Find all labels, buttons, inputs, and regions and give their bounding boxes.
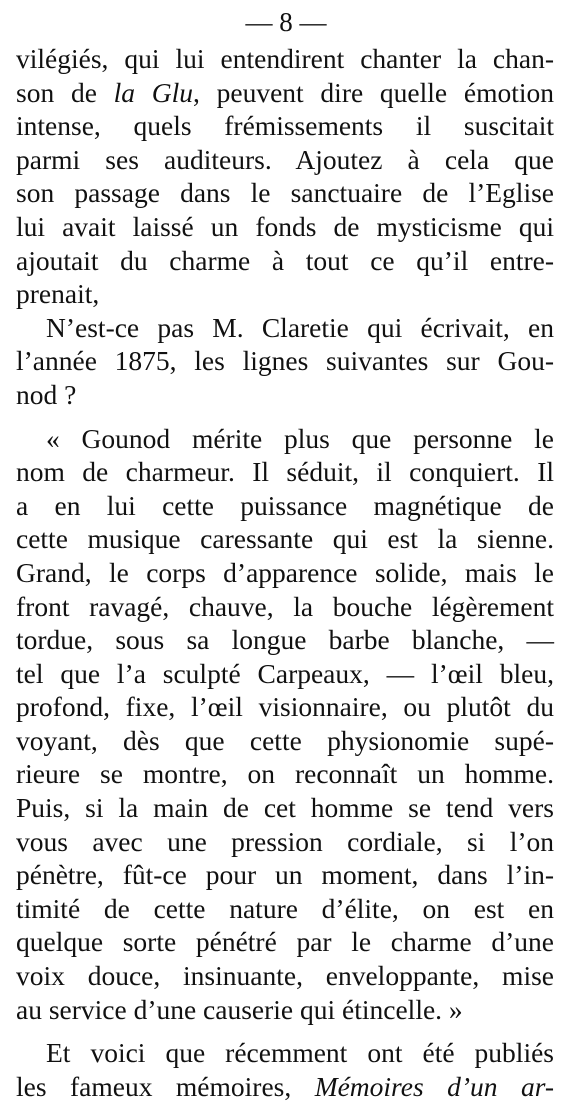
text-line: front ravagé, chauve, la bouche légèrement: [16, 590, 554, 622]
text-line: Et voici que récemment ont été publiés: [46, 1037, 554, 1069]
text-line: nom de charmeur. Il séduit, il conquiert. Il: [16, 456, 554, 488]
text-line: parmi ses auditeurs. Ajoutez à cela que: [16, 143, 554, 175]
text-line: profond, fixe, l’œil visionnaire, ou plutôt du: [16, 691, 554, 723]
text-line: Grand, le corps d’apparence solide, mais le: [16, 556, 554, 588]
text-line: quelque sorte pénétré par le charme d’une: [16, 926, 554, 958]
text-line: voix douce, insinuante, enveloppante, mise: [16, 960, 554, 992]
text-line: cette musique caressante qui est la sienne.: [16, 523, 554, 555]
text-line: N’est-ce pas M. Claretie qui écrivait, en: [46, 311, 554, 343]
book-title: Mémoires d’un ar-: [314, 1070, 555, 1102]
text-line: a en lui cette puissance magnétique de: [16, 489, 554, 521]
text-line: tordue, sous sa longue barbe blanche, —: [16, 624, 554, 656]
text-line: l’année 1875, les lignes suivantes sur Gou-: [16, 345, 554, 377]
text-line: son passage dans le sanctuaire de l’Eglise: [16, 177, 554, 209]
text-line: ajoutait du charme à tout ce qu’il entre-: [16, 244, 554, 276]
text-line: tel que l’a sculpté Carpeaux, — l’œil bleu,: [16, 657, 554, 689]
page-text: [16, 42, 554, 1103]
text-run: , peuvent dire quelle émotion: [193, 76, 554, 108]
text-run: les fameux mémoires,: [16, 1070, 315, 1102]
text-line: au service d’une causerie qui étincelle. »: [16, 993, 463, 1025]
text-line: prenait,: [16, 278, 100, 310]
text-line: voyant, dès que cette physionomie supé-: [16, 724, 554, 756]
text-line: timité de cette nature d’élite, on est en: [16, 892, 554, 924]
text-line: [16, 1070, 554, 1103]
text-run: son de: [16, 76, 114, 108]
text-line: [16, 76, 554, 110]
text-line: vilégiés, qui lui entendirent chanter la chan-: [16, 43, 554, 74]
text-line: « Gounod mérite plus que personne le: [46, 422, 554, 454]
text-line: lui avait laissé un fonds de mysticisme qui: [16, 210, 554, 242]
text-line: vous avec une pression cordiale, si l’on: [16, 825, 554, 857]
page-number: — 8 —: [245, 7, 327, 37]
song-title: la Glu: [113, 76, 194, 108]
text-line: nod ?: [16, 378, 77, 410]
text-line: rieure se montre, on reconnaît un homme.: [16, 758, 554, 790]
text-line: Puis, si la main de cet homme se tend vers: [16, 792, 554, 824]
text-line: intense, quels frémissements il suscitait: [16, 110, 554, 142]
text-line: pénètre, fût-ce pour un moment, dans l’in-: [16, 859, 554, 891]
